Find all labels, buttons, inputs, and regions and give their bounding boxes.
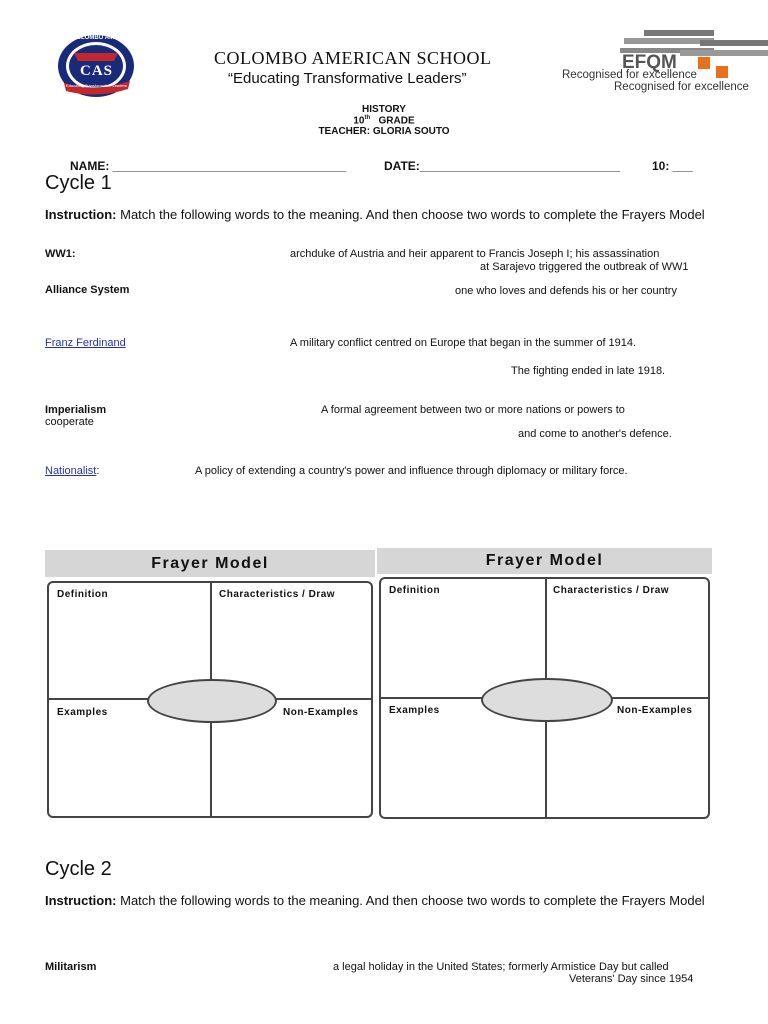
school-motto: “Educating Transformative Leaders” <box>228 70 467 87</box>
frayer-model-1-grid <box>47 581 373 818</box>
frayer-model-2 <box>377 548 712 820</box>
frayer-2-characteristics-label: Characteristics / Draw <box>553 585 670 596</box>
frayer-1-non-examples-label: Non-Examples <box>283 707 359 718</box>
cycle-2-instruction-label: Instruction: <box>45 893 117 908</box>
logo-ribbon-text: Educating Transformative Leaders <box>66 83 127 88</box>
frayer-1-characteristics-label: Characteristics / Draw <box>219 589 336 600</box>
term-imperialism: Imperialism <box>45 404 107 416</box>
frayer-model-1-title: Frayer Model <box>45 550 375 577</box>
cycle-1-instruction <box>45 206 725 223</box>
definition-4-line-2: and come to another's defence. <box>518 428 672 440</box>
term-nationalist <box>45 465 99 477</box>
frayer-2-center-oval[interactable] <box>481 678 613 722</box>
efqm-caption-top: Recognised for excellence <box>562 69 697 81</box>
grade-suffix: th <box>364 115 371 121</box>
frayer-1-definition-label: Definition <box>57 589 109 600</box>
name-field[interactable]: NAME: ___________________________________ <box>70 159 347 173</box>
class-field[interactable]: 10: ___ <box>652 159 693 173</box>
cycle-2-instruction-text: Match the following words to the meaning. And then choose two words to complete the Frayers Model <box>116 893 705 908</box>
term-nationalist-link[interactable]: Nationalist <box>45 465 97 477</box>
cas-logo <box>54 33 138 99</box>
definition-3-line-2: The fighting ended in late 1918. <box>511 365 666 377</box>
subject-heading: HISTORY <box>362 104 406 115</box>
term-militarism: Militarism <box>45 961 97 973</box>
school-name: COLOMBO AMERICAN SCHOOL <box>214 48 492 68</box>
cycle-2-definition-1-line-1: a legal holiday in the United States; formerly Armistice Day but called <box>333 961 669 973</box>
cycle-2-definition-1-line-2: Veterans' Day since 1954 <box>569 973 694 985</box>
date-field[interactable]: DATE:______________________________ <box>384 159 620 173</box>
efqm-logo <box>560 28 768 98</box>
definition-2: one who loves and defends his or her country <box>455 285 677 297</box>
frayer-1-examples-label: Examples <box>57 707 108 718</box>
efqm-caption-bottom: Recognised for excellence <box>614 81 749 93</box>
term-nationalist-colon: : <box>96 465 100 477</box>
term-alliance-system: Alliance System <box>45 284 130 296</box>
frayer-model-2-title: Frayer Model <box>377 548 712 574</box>
cycle-2-instruction <box>45 892 725 909</box>
grade-number: 10 <box>353 115 365 127</box>
grade-word: GRADE <box>378 115 415 127</box>
frayer-model-2-grid <box>379 577 710 819</box>
grade-line <box>300 115 468 126</box>
efqm-wordmark: EFQM <box>622 52 677 73</box>
definition-5: A policy of extending a country's power and influence through diplomacy or military force. <box>195 465 628 477</box>
frayer-model-1 <box>45 550 375 820</box>
cycle-2-title: Cycle 2 <box>45 858 112 880</box>
frayer-2-non-examples-label: Non-Examples <box>617 705 693 716</box>
teacher-line: TEACHER: GLORIA SOUTO <box>318 126 450 137</box>
term-franz-ferdinand[interactable]: Franz Ferdinand <box>45 337 126 349</box>
logo-initials: CAS <box>80 63 114 79</box>
frayer-2-definition-label: Definition <box>389 585 441 596</box>
term-ww1: WW1: <box>45 248 76 260</box>
frayer-1-center-oval[interactable] <box>147 679 277 723</box>
definition-1-line-1: archduke of Austria and heir apparent to Francis Joseph I; his assassination <box>290 248 660 260</box>
cycle-1-title: Cycle 1 <box>45 172 112 194</box>
definition-1-line-2: at Sarajevo triggered the outbreak of WW1 <box>480 261 689 273</box>
definition-3-line-1: A military conflict centred on Europe that began in the summer of 1914. <box>290 337 637 349</box>
definition-4-line-1: A formal agreement between two or more nations or powers to <box>321 404 625 416</box>
instruction-label: Instruction: <box>45 207 117 222</box>
logo-ring-text: COLOMBO AMERICAN <box>72 35 138 41</box>
instruction-text: Match the following words to the meaning. And then choose two words to complete the Frayers Model <box>116 207 705 222</box>
frayer-2-examples-label: Examples <box>389 705 440 716</box>
definition-4-wrap: cooperate <box>45 416 94 428</box>
